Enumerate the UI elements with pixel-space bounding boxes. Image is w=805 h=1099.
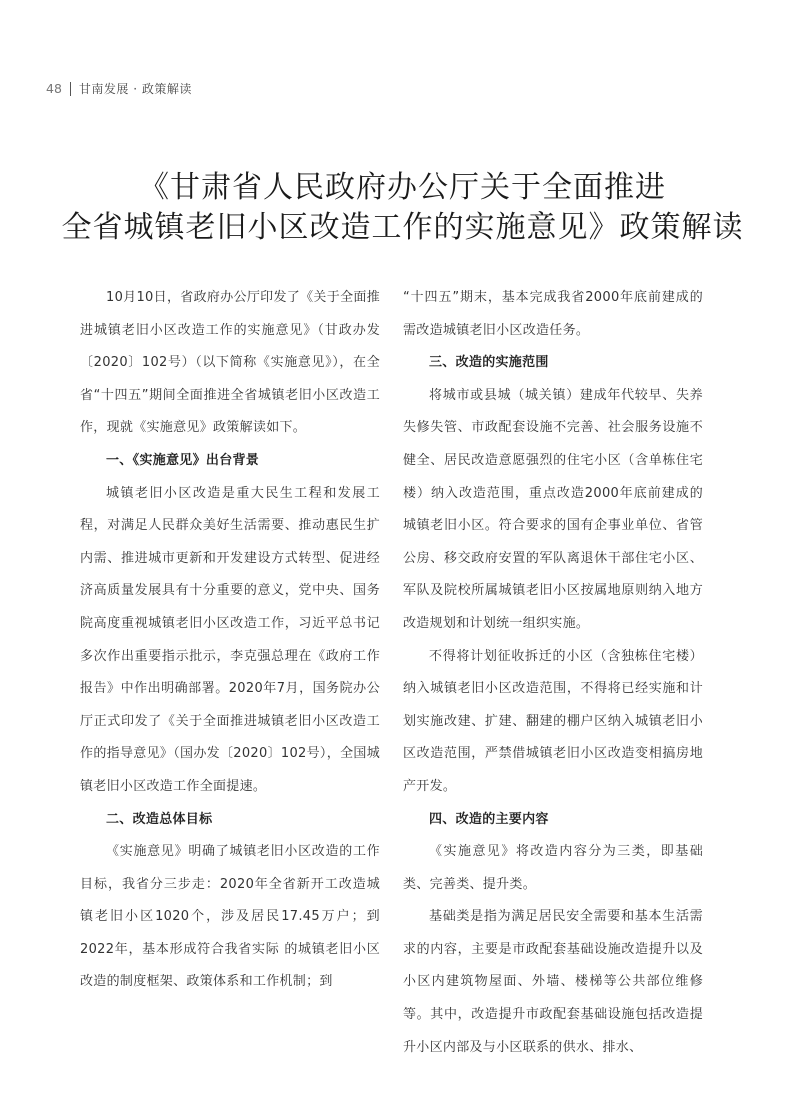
title-line-2: 全省城镇老旧小区改造工作的实施意见》政策解读 (61, 210, 744, 245)
right-column (403, 282, 703, 1064)
paragraph-scope-restrictions: 不得将计划征收拆迁的小区（含独栋住宅楼）纳入城镇老旧小区改造范围，不得将已经实施和计划实施改建、扩建、翻建的棚户区纳入城镇老旧小区改造范围，严禁借城镇老旧小区改造变相搞房地产开发。 (403, 648, 703, 794)
paragraph-goals-continued: “十四五”期末，基本完成我省2000年底前建成的需改造城镇老旧小区改造任务。 (403, 290, 703, 338)
section-heading-1: 一、《实施意见》出台背景 (106, 452, 260, 468)
running-header (46, 80, 192, 97)
section-heading-4: 四、改造的主要内容 (429, 811, 549, 827)
article-title (0, 168, 805, 248)
section-heading-2: 二、改造总体目标 (106, 811, 213, 827)
paragraph-background: 城镇老旧小区改造是重大民生工程和发展工程，对满足人民群众美好生活需要、推动惠民生扩内需、推进城市更新和开发建设方式转型、促进经济高质量发展具有十分重要的意义，党中央、国务院高度重视城镇老旧小区改造工作，习近平总书记多次作出重要指示批示，李克强总理在《政府工作报告》中作出明确部署。2020年7月，国务院办公厅正式印发了《关于全面推进城镇老旧小区改造工作的指导意见》（国办发〔2020〕102号），全国城镇老旧小区改造工作全面提速。 (80, 485, 380, 794)
paragraph-goals: 《实施意见》明确了城镇老旧小区改造的工作目标，我省分三步走：2020年全省新开工改造城镇老旧小区1020个，涉及居民17.45万户；到2022年，基本形成符合我省实际 的城镇老旧小区改造的制度框架、政策体系和工作机制；到 (80, 844, 380, 990)
paragraph-content-categories: 《实施意见》将改造内容分为三类，即基础类、完善类、提升类。 (403, 844, 703, 892)
section-name: 甘南发展 · 政策解读 (78, 82, 192, 96)
page-number: 48 (46, 81, 62, 96)
left-column (80, 282, 380, 999)
paragraph-intro: 10月10日，省政府办公厅印发了《关于全面推进城镇老旧小区改造工作的实施意见》（甘政办发〔2020〕102号）（以下简称《实施意见》），在全省“十四五”期间全面推进全省城镇老旧小区改造工作，现就《实施意见》政策解读如下。 (80, 290, 380, 436)
header-divider (70, 82, 71, 96)
paragraph-basic-category: 基础类是指为满足居民安全需要和基本生活需求的内容，主要是市政配套基础设施改造提升以及小区内建筑物屋面、外墙、楼梯等公共部位维修等。其中，改造提升市政配套基础设施包括改造提升小区内部及与小区联系的供水、排水、 (403, 909, 703, 1055)
section-heading-3: 三、改造的实施范围 (429, 355, 549, 371)
title-line-1: 《甘肃省人民政府办公厅关于全面推进 (139, 170, 666, 205)
paragraph-scope: 将城市或县城（城关镇）建成年代较早、失养失修失管、市政配套设施不完善、社会服务设施不健全、居民改造意愿强烈的住宅小区（含单栋住宅楼）纳入改造范围，重点改造2000年底前建成的城镇老旧小区。符合要求的国有企事业单位、省管公房、移交政府安置的军队离退休干部住宅小区、军队及院校所属城镇老旧小区按属地原则纳入地方改造规划和计划统一组织实施。 (403, 387, 703, 631)
